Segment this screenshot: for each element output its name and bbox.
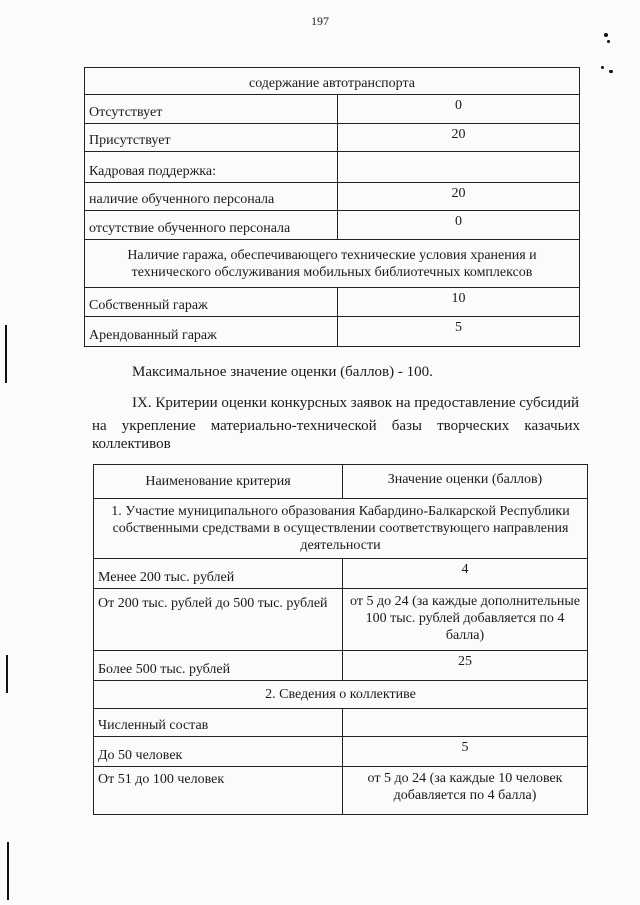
criteria-table-1 xyxy=(84,67,580,347)
table-cell-value: 20 xyxy=(338,124,580,152)
table-cell-label: Более 500 тыс. рублей xyxy=(94,651,343,681)
table-cell-label: Менее 200 тыс. рублей xyxy=(94,559,343,589)
criteria-table-2 xyxy=(93,464,588,815)
table-cell-value: 4 xyxy=(343,559,588,589)
table-cell-value: 0 xyxy=(338,211,580,240)
table-cell-value: от 5 до 24 (за каждые 10 человек добавляется по 4 балла) xyxy=(343,767,588,815)
table-cell-label: наличие обученного персонала xyxy=(85,183,338,211)
column-header-score: Значение оценки (баллов) xyxy=(343,465,588,499)
table-cell-value: 5 xyxy=(338,317,580,347)
table-cell-label: От 200 тыс. рублей до 500 тыс. рублей xyxy=(94,589,343,651)
table-cell-value: 20 xyxy=(338,183,580,211)
scan-artifact xyxy=(601,66,604,69)
table-cell-value xyxy=(338,152,580,183)
scan-artifact xyxy=(607,40,610,43)
table-cell-value: 5 xyxy=(343,737,588,767)
table-cell-label: Численный состав xyxy=(94,709,343,737)
table-cell-label: Отсутствует xyxy=(85,95,338,124)
table-cell-label: До 50 человек xyxy=(94,737,343,767)
table-cell-label: отсутствие обученного персонала xyxy=(85,211,338,240)
scan-edge-line xyxy=(6,655,8,693)
section-title-line-1: IX. Критерии оценки конкурсных заявок на предоставление субсидий xyxy=(132,395,580,411)
page-number: 197 xyxy=(311,14,329,28)
scan-artifact xyxy=(604,33,608,37)
table-cell-label: Кадровая поддержка: xyxy=(85,152,338,183)
table-header: содержание автотранспорта xyxy=(85,68,580,95)
section-title-line-2: на укрепление материально-технической базы творческих казачьих xyxy=(92,418,580,434)
table-group-header: 1. Участие муниципального образования Кабардино-Балкарской Республики собственными средствами в осуществлении соответствующего направления деятельности xyxy=(94,499,588,559)
column-header-criterion: Наименование критерия xyxy=(94,465,343,499)
table-cell-value: от 5 до 24 (за каждые дополнительные 100 тыс. рублей добавляется по 4 балла) xyxy=(343,589,588,651)
max-score-note: Максимальное значение оценки (баллов) - 100. xyxy=(132,364,433,380)
table-cell-label: Присутствует xyxy=(85,124,338,152)
scan-edge-line xyxy=(5,325,7,383)
scan-artifact xyxy=(609,70,613,73)
table-cell-label: Собственный гараж xyxy=(85,288,338,317)
table-cell-value: 25 xyxy=(343,651,588,681)
scan-edge-line xyxy=(7,842,9,900)
table-cell-label: Арендованный гараж xyxy=(85,317,338,347)
section-title-line-3: коллективов xyxy=(92,436,171,452)
table-cell-label: От 51 до 100 человек xyxy=(94,767,343,815)
table-cell-value: 10 xyxy=(338,288,580,317)
table-cell-value: 0 xyxy=(338,95,580,124)
table-group-header: 2. Сведения о коллективе xyxy=(94,681,588,709)
table-cell-value xyxy=(343,709,588,737)
table-group-header: Наличие гаража, обеспечивающего технические условия хранения и технического обслуживания мобильных библиотечных комплексов xyxy=(85,240,580,288)
